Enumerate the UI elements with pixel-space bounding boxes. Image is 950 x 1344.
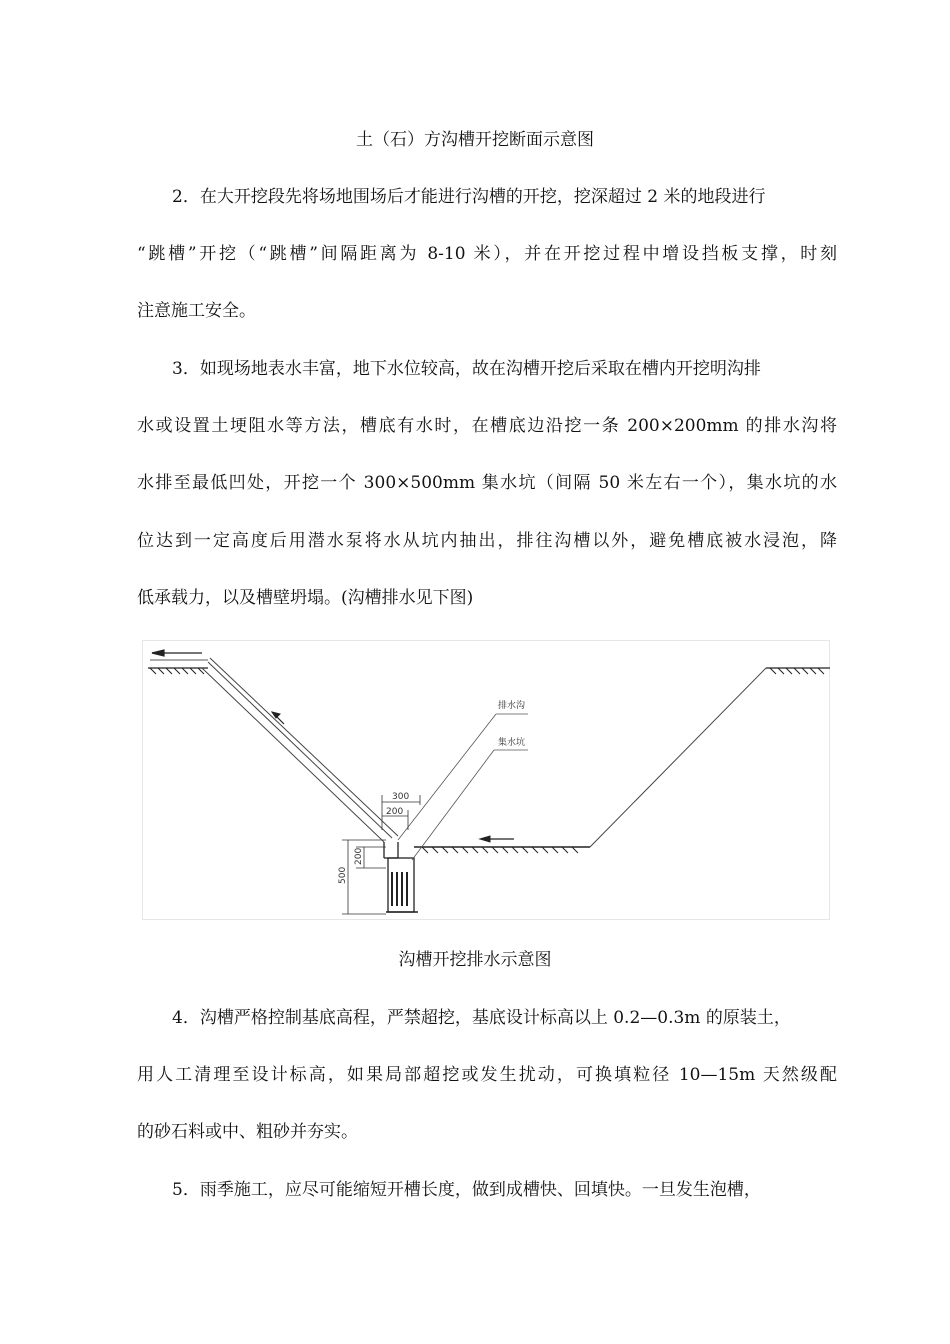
drain-ditch-label: 排水沟 — [498, 701, 526, 711]
paragraph-5-line-1: 5．雨季施工，应尽可能缩短开槽长度，做到成槽快、回填快。一旦发生泡槽， — [172, 1180, 761, 1200]
dimension-500-label: 500 — [338, 866, 348, 884]
paragraph-4-line-2: 用人工清理至设计标高，如果局部超挖或发生扰动，可换填粒径 10—15m 天然级配 — [137, 1065, 837, 1085]
trench-bottom — [414, 847, 590, 853]
paragraph-3-line-5: 低承载力，以及槽壁坍塌。(沟槽排水见下图) — [137, 588, 474, 608]
figure-caption-trench-drainage: 沟槽开挖排水示意图 — [398, 950, 552, 970]
sump-pit-label: 集水坑 — [498, 738, 526, 748]
trench-drainage-diagram — [142, 640, 830, 920]
paragraph-3-line-1: 3．如现场地表水丰富，地下水位较高，故在沟槽开挖后采取在槽内开挖明沟排 — [172, 359, 761, 379]
paragraph-2-line-2: “跳槽”开挖（“跳槽”间隔距离为 8-10 米），并在开挖过程中增设挡板支撑，时刻 — [137, 244, 837, 264]
dimension-300-label: 300 — [392, 792, 410, 802]
water-flow-arrow-left — [150, 650, 208, 660]
right-ground-surface — [766, 668, 830, 674]
label-leader-lines — [398, 714, 528, 860]
paragraph-4-line-1: 4．沟槽严格控制基底高程，严禁超挖，基底设计标高以上 0.2—0.3m 的原装土， — [172, 1008, 791, 1028]
left-ground-surface — [148, 668, 208, 674]
right-trench-slope — [590, 668, 766, 847]
paragraph-2-line-3: 注意施工安全。 — [137, 301, 256, 321]
bottom-flow-arrow — [480, 836, 514, 842]
drain-ditch — [384, 842, 398, 858]
paragraph-3-line-3: 水排至最低凹处，开挖一个 300×500mm 集水坑（间隔 50 米左右一个），集水坑的水 — [137, 473, 837, 493]
figure-caption-trench-section: 土（石）方沟槽开挖断面示意图 — [356, 130, 594, 150]
left-trench-slope — [202, 658, 398, 842]
dimension-200-side-label: 200 — [354, 847, 364, 865]
dimension-200-top-label: 200 — [386, 807, 404, 817]
side-dimension-lines — [342, 840, 386, 914]
paragraph-3-line-2: 水或设置土埂阻水等方法，槽底有水时，在槽底边沿挖一条 200×200mm 的排水沟将 — [137, 416, 837, 436]
paragraph-2-line-1: 2．在大开挖段先将场地围场后才能进行沟槽的开挖，挖深超过 2 米的地段进行 — [172, 187, 766, 207]
paragraph-4-line-3: 的砂石料或中、粗砂并夯实。 — [137, 1122, 358, 1142]
sump-pit — [386, 858, 418, 912]
paragraph-3-line-4: 位达到一定高度后用潜水泵将水从坑内抽出，排往沟槽以外，避免槽底被水浸泡，降 — [137, 531, 837, 551]
